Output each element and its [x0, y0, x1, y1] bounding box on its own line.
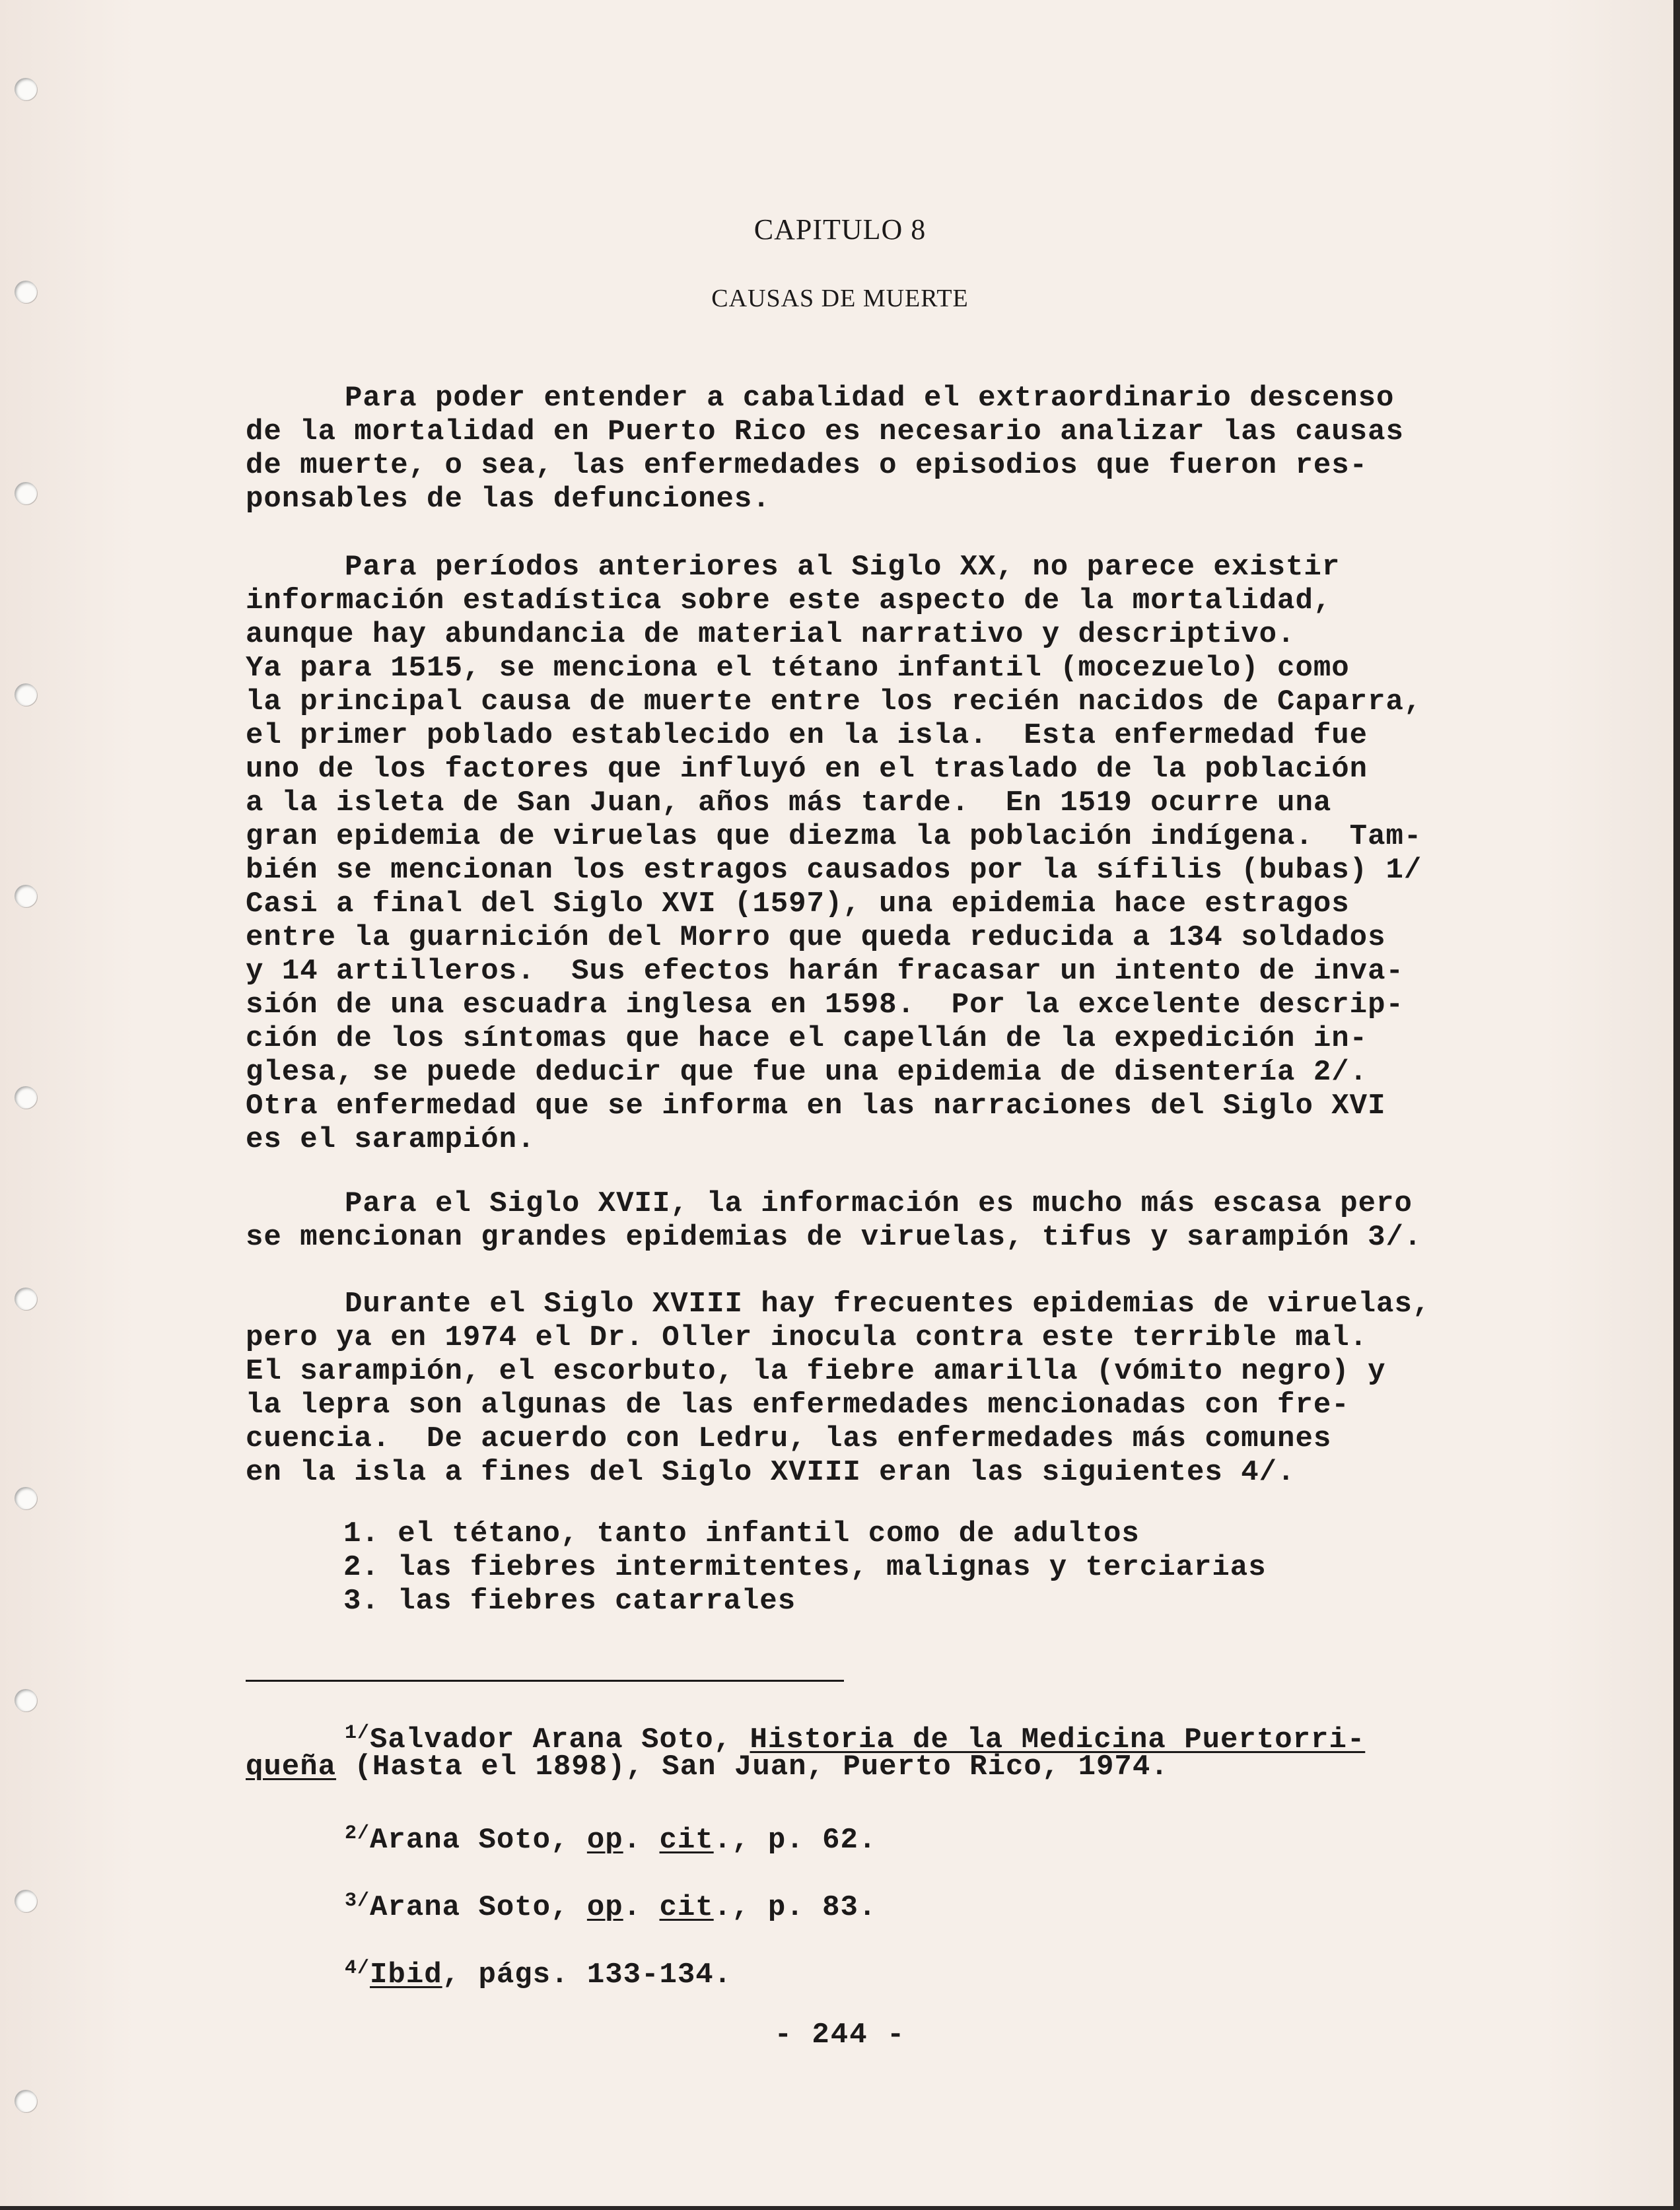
- disease-list: [343, 1517, 1267, 1618]
- text-line: Ya para 1515, se menciona el tétano infantil (mocezuelo) como: [246, 652, 1350, 685]
- page-number: - 244 -: [774, 2019, 906, 2052]
- list-item: 1. el tétano, tanto infantil como de adultos: [343, 1517, 1140, 1550]
- text-line: Casi a final del Siglo XVI (1597), una epidemia hace estragos: [246, 887, 1350, 920]
- footnote-page: ., p. 62.: [713, 1824, 877, 1857]
- punch-hole-icon: [15, 1689, 37, 1711]
- text-line: entre la guarnición del Morro que queda reducida a 134 soldados: [246, 921, 1386, 954]
- footnote-cit: cit: [659, 1891, 714, 1924]
- punch-hole-icon: [15, 1890, 37, 1912]
- text-line: Durante el Siglo XVIII hay frecuentes epidemias de viruelas,: [345, 1288, 1431, 1321]
- text-line: aunque hay abundancia de material narrativo y descriptivo.: [246, 618, 1296, 651]
- footnote-title: queña: [246, 1750, 337, 1783]
- footnote-1-continued: [246, 1750, 1540, 1784]
- paragraph-1: [246, 382, 1540, 516]
- scan-edge-bottom: [0, 2206, 1680, 2210]
- scan-edge-right: [1673, 0, 1680, 2210]
- text-line: el primer poblado establecido en la isla. Esta enfermedad fue: [246, 719, 1368, 752]
- footnote-marker: 2/: [345, 1822, 370, 1845]
- footnote-4: [246, 1952, 1540, 1992]
- paragraph-4: [246, 1288, 1540, 1490]
- text-line: de muerte, o sea, las enfermedades o episodios que fueron res-: [246, 449, 1368, 482]
- text-line: Para períodos anteriores al Siglo XX, no parece existir: [345, 551, 1341, 584]
- footnote-dot: .: [623, 1824, 660, 1857]
- text-line: la lepra son algunas de las enfermedades mencionadas con fre-: [246, 1389, 1350, 1422]
- text-line: la principal causa de muerte entre los recién nacidos de Caparra,: [246, 685, 1422, 718]
- text-line: ción de los síntomas que hace el capellán de la expedición in-: [246, 1022, 1368, 1055]
- text-line: a la isleta de San Juan, años más tarde. En 1519 ocurre una: [246, 786, 1332, 819]
- footnote-ibid: Ibid: [370, 1958, 442, 1991]
- punch-hole-icon: [15, 1487, 37, 1509]
- footnote-author: Salvador Arana Soto,: [370, 1723, 750, 1756]
- text-line: ponsables de las defunciones.: [246, 483, 771, 516]
- text-line: glesa, se puede deducir que fue una epidemia de disentería 2/.: [246, 1056, 1368, 1089]
- footnote-title: Historia de la Medicina Puertorri-: [750, 1723, 1366, 1756]
- paragraph-2: [246, 551, 1540, 1157]
- paragraph-3: [246, 1187, 1540, 1255]
- punch-hole-icon: [15, 482, 37, 504]
- punch-hole-icon: [15, 683, 37, 706]
- footnote-3: [246, 1884, 1540, 1925]
- footnote-marker: 1/: [345, 1722, 370, 1744]
- footnote-page: , págs. 133-134.: [442, 1958, 732, 1991]
- text-line: y 14 artilleros. Sus efectos harán fracasar un intento de inva-: [246, 955, 1404, 988]
- footnote-page: ., p. 83.: [713, 1891, 877, 1924]
- text-line: información estadística sobre este aspecto de la mortalidad,: [246, 584, 1332, 617]
- footnote-citation: (Hasta el 1898), San Juan, Puerto Rico, 1974.: [336, 1750, 1169, 1783]
- text-line: El sarampión, el escorbuto, la fiebre amarilla (vómito negro) y: [246, 1355, 1386, 1388]
- punch-hole-icon: [15, 78, 37, 100]
- footnote-author: Arana Soto,: [370, 1824, 587, 1857]
- text-line: en la isla a fines del Siglo XVIII eran las siguientes 4/.: [246, 1456, 1296, 1489]
- text-line: uno de los factores que influyó en el traslado de la población: [246, 753, 1368, 786]
- punch-hole-icon: [15, 1086, 37, 1109]
- footnote-dot: .: [623, 1891, 660, 1924]
- list-item: 2. las fiebres intermitentes, malignas y terciarias: [343, 1551, 1267, 1584]
- footnote-cit: cit: [659, 1824, 714, 1857]
- text-line: sión de una escuadra inglesa en 1598. Por la excelente descrip-: [246, 988, 1404, 1021]
- chapter-subtitle: CAUSAS DE MUERTE: [711, 285, 969, 312]
- list-item: 3. las fiebres catarrales: [343, 1585, 796, 1618]
- footnote-2: [246, 1817, 1540, 1857]
- text-line: bién se mencionan los estragos causados por la sífilis (bubas) 1/: [246, 854, 1422, 887]
- text-line: Para el Siglo XVII, la información es mucho más escasa pero: [345, 1187, 1413, 1220]
- chapter-title: CAPITULO 8: [753, 213, 927, 246]
- text-line: es el sarampión.: [246, 1123, 536, 1156]
- footnote-author: Arana Soto,: [370, 1891, 587, 1924]
- footnote-marker: 3/: [345, 1890, 370, 1912]
- footnote-marker: 4/: [345, 1957, 370, 1980]
- footnote-separator: [246, 1680, 844, 1682]
- text-line: Otra enfermedad que se informa en las narraciones del Siglo XVI: [246, 1089, 1386, 1122]
- text-line: gran epidemia de viruelas que diezma la población indígena. Tam-: [246, 820, 1422, 853]
- text-line: pero ya en 1974 el Dr. Oller inocula contra este terrible mal.: [246, 1321, 1368, 1354]
- punch-hole-icon: [15, 1288, 37, 1310]
- footnote-op: op: [586, 1824, 623, 1857]
- text-line: de la mortalidad en Puerto Rico es necesario analizar las causas: [246, 415, 1404, 448]
- footnote-op: op: [586, 1891, 623, 1924]
- text-line: se mencionan grandes epidemias de viruelas, tifus y sarampión 3/.: [246, 1221, 1422, 1254]
- text-line: cuencia. De acuerdo con Ledru, las enfermedades más comunes: [246, 1422, 1332, 1455]
- punch-hole-icon: [15, 885, 37, 907]
- punch-hole-icon: [15, 2090, 37, 2112]
- text-line: Para poder entender a cabalidad el extraordinario descenso: [345, 382, 1395, 415]
